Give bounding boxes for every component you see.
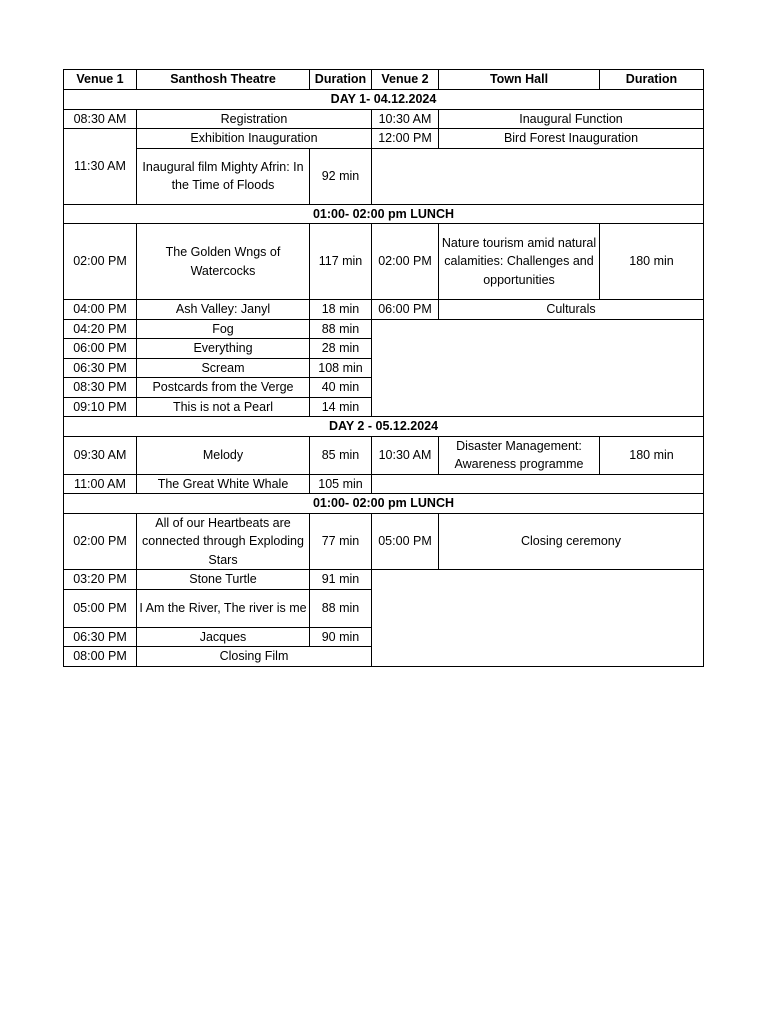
time-cell: 02:00 PM [64,224,137,300]
time-cell: 12:00 PM [372,129,439,149]
duration-cell: 117 min [310,224,372,300]
time-cell: 03:20 PM [64,570,137,590]
duration-cell: 108 min [310,358,372,378]
event-cell: Scream [137,358,310,378]
duration-cell: 40 min [310,378,372,398]
event-cell: Closing Film [137,647,372,667]
event-cell: Melody [137,436,310,474]
duration-cell: 77 min [310,513,372,570]
event-cell: Postcards from the Verge [137,378,310,398]
table-row [64,224,704,300]
event-cell: Inaugural Function [439,109,704,129]
duration-cell: 180 min [600,224,704,300]
event-cell: Nature tourism amid natural calamities: Challenges and opportunities [439,224,600,300]
table-row [64,436,704,474]
lunch-band: 01:00- 02:00 pm LUNCH [64,204,704,224]
table-row [64,148,704,204]
duration-cell: 28 min [310,339,372,359]
duration-cell: 91 min [310,570,372,590]
time-cell: 02:00 PM [64,513,137,570]
venue1-name-header: Santhosh Theatre [137,70,310,90]
event-cell: Stone Turtle [137,570,310,590]
time-cell: 02:00 PM [372,224,439,300]
time-cell: 04:00 PM [64,300,137,320]
duration-cell: 90 min [310,627,372,647]
time-cell: 05:00 PM [372,513,439,570]
event-cell: Jacques [137,627,310,647]
time-cell: 09:10 PM [64,397,137,417]
duration-cell: 14 min [310,397,372,417]
event-cell: This is not a Pearl [137,397,310,417]
event-cell: Registration [137,109,372,129]
venue1-header: Venue 1 [64,70,137,90]
event-cell: Exhibition Inauguration [137,129,372,149]
duration-cell: 92 min [310,148,372,204]
venue2-header: Venue 2 [372,70,439,90]
event-cell: All of our Heartbeats are connected through Exploding Stars [137,513,310,570]
event-cell: Disaster Management: Awareness programme [439,436,600,474]
day-row [64,417,704,437]
time-cell: 06:00 PM [64,339,137,359]
table-row [64,319,704,339]
event-cell: I Am the River, The river is me [137,589,310,627]
duration-cell: 180 min [600,436,704,474]
empty-cell [372,570,704,667]
time-cell: 08:00 PM [64,647,137,667]
table-row [64,513,704,570]
venue2-name-header: Town Hall [439,70,600,90]
empty-cell [372,148,704,204]
event-cell: Everything [137,339,310,359]
event-cell: Bird Forest Inauguration [439,129,704,149]
empty-cell [372,474,704,494]
table-row [64,109,704,129]
day1-title: DAY 1- 04.12.2024 [64,90,704,110]
duration-cell: 88 min [310,589,372,627]
duration-cell: 88 min [310,319,372,339]
time-cell: 06:00 PM [372,300,439,320]
duration1-header: Duration [310,70,372,90]
time-cell: 09:30 AM [64,436,137,474]
table-row [64,474,704,494]
time-cell: 06:30 PM [64,358,137,378]
time-cell: 10:30 AM [372,436,439,474]
table-row [64,129,704,149]
table-row [64,570,704,590]
event-cell: Ash Valley: Janyl [137,300,310,320]
event-cell: Inaugural film Mighty Afrin: In the Time of Floods [137,148,310,204]
event-cell: Fog [137,319,310,339]
empty-cell [372,319,704,417]
duration-cell: 18 min [310,300,372,320]
duration2-header: Duration [600,70,704,90]
time-cell: 11:00 AM [64,474,137,494]
event-cell: Culturals [439,300,704,320]
time-cell: 04:20 PM [64,319,137,339]
time-cell: 10:30 AM [372,109,439,129]
table-row [64,300,704,320]
header-row [64,70,704,90]
time-cell: 11:30 AM [64,129,137,205]
day2-title: DAY 2 - 05.12.2024 [64,417,704,437]
time-cell: 05:00 PM [64,589,137,627]
duration-cell: 85 min [310,436,372,474]
lunch-row [64,494,704,514]
schedule-table [63,69,704,667]
duration-cell: 105 min [310,474,372,494]
event-cell: The Great White Whale [137,474,310,494]
time-cell: 08:30 AM [64,109,137,129]
day-row [64,90,704,110]
lunch-row [64,204,704,224]
time-cell: 08:30 PM [64,378,137,398]
event-cell: The Golden Wngs of Watercocks [137,224,310,300]
time-cell: 06:30 PM [64,627,137,647]
lunch-band: 01:00- 02:00 pm LUNCH [64,494,704,514]
event-cell: Closing ceremony [439,513,704,570]
